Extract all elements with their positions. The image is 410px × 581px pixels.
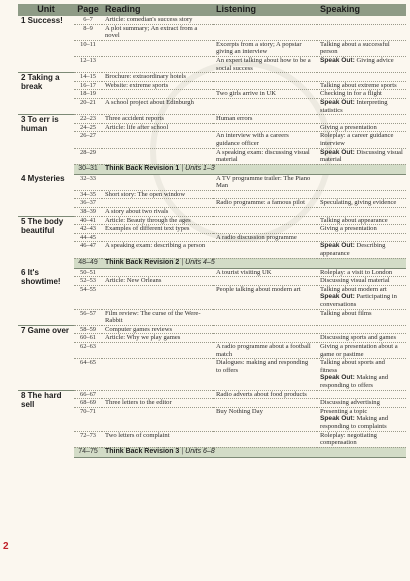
speak-out-label: Speak Out: — [320, 56, 355, 64]
speaking-cell — [317, 90, 406, 99]
speaking-cell — [317, 431, 406, 447]
page-range: 50–51 — [74, 268, 102, 277]
speaking-cell — [317, 81, 406, 90]
page-range: 72–73 — [74, 431, 102, 447]
revision-title: Think Back Revision 3 — [105, 447, 180, 455]
speaking-cell — [317, 199, 406, 208]
page-range: 8–9 — [74, 24, 102, 40]
page-range: 18–19 — [74, 90, 102, 99]
page-range: 70–71 — [74, 407, 102, 431]
table-row — [18, 399, 406, 408]
contents-table — [18, 4, 406, 458]
table-row — [18, 431, 406, 447]
reading-cell — [102, 148, 213, 164]
page-number: 2 — [3, 541, 9, 552]
page-range: 42–43 — [74, 225, 102, 234]
speaking-text: Checking in for a flight — [320, 90, 382, 98]
unit-title: 3 To err is human — [21, 115, 59, 134]
speaking-cell — [317, 123, 406, 132]
table-row — [18, 359, 406, 390]
listening-cell — [213, 225, 317, 234]
speaking-cell — [317, 190, 406, 199]
speaking-cell — [317, 16, 406, 24]
reading-cell: Article: comedian's success story — [102, 16, 213, 24]
table-row — [18, 56, 406, 72]
speaking-cell — [317, 325, 406, 334]
listening-cell: A speaking exam: discussing visual material — [213, 148, 317, 164]
reading-cell: Website: extreme sports — [102, 81, 213, 90]
speaking-cell — [317, 277, 406, 286]
header-page: Page — [74, 4, 102, 16]
header-reading: Reading — [102, 4, 213, 16]
speaking-text: Discussing advertising — [320, 399, 380, 407]
speaking-text: Roleplay: negotiating compensation — [320, 431, 377, 447]
page-range: 46–47 — [74, 242, 102, 258]
reading-cell: A speaking exam: describing a person — [102, 242, 213, 258]
reading-cell: Film review: The curse of the Were-Rabbit — [102, 309, 213, 325]
revision-cell — [102, 447, 406, 457]
unit-title: 1 Success! — [18, 16, 74, 73]
table-row — [18, 407, 406, 431]
page-range: 40–41 — [74, 216, 102, 225]
unit-title: 6 It's showtime! — [18, 268, 74, 325]
table-row — [18, 277, 406, 286]
page-range: 58–59 — [74, 325, 102, 334]
listening-cell: Radio programme: a famous pilot — [213, 199, 317, 208]
listening-cell: A radio discussion programme — [213, 233, 317, 242]
speaking-extra-text: Making and responding to complaints — [320, 415, 389, 430]
speaking-text: Giving a presentation about a game or pastime — [320, 342, 398, 358]
table-row — [18, 285, 406, 309]
reading-cell: Examples of different text types — [102, 225, 213, 234]
reading-cell — [102, 285, 213, 309]
page-range: 56–57 — [74, 309, 102, 325]
speaking-cell — [317, 342, 406, 358]
speaking-cell — [317, 225, 406, 234]
listening-cell: People talking about modern art — [213, 285, 317, 309]
revision-title: Think Back Revision 1 — [105, 164, 180, 172]
table-row — [18, 115, 406, 124]
table-row — [18, 390, 406, 399]
speaking-text: Discussing visual material — [320, 277, 390, 285]
page-range: 14–15 — [74, 73, 102, 82]
listening-cell — [213, 216, 317, 225]
speaking-cell — [317, 309, 406, 325]
table-row — [18, 98, 406, 114]
listening-cell: Two girls arrive in UK — [213, 90, 317, 99]
unit-title: 4 Mysteries — [18, 174, 74, 216]
table-row — [18, 309, 406, 325]
listening-cell: A radio programme about a football match — [213, 342, 317, 358]
reading-cell — [102, 359, 213, 390]
listening-cell: An interview with a careers guidance officer — [213, 132, 317, 148]
page-range: 22–23 — [74, 115, 102, 124]
speaking-text: Talking about extreme sports — [320, 81, 397, 89]
revision-units: Units 6–8 — [185, 447, 215, 455]
reading-cell: Three letters to the editor — [102, 399, 213, 408]
page-range: 20–21 — [74, 98, 102, 114]
revision-separator: | — [181, 447, 184, 455]
speaking-text: Roleplay: a career guidance interview — [320, 132, 394, 147]
speaking-text: Interpreting statistics — [320, 98, 388, 114]
unit-title: 7 Game over — [18, 325, 74, 390]
listening-cell — [213, 190, 317, 199]
revision-cell — [102, 164, 406, 174]
table-row — [18, 334, 406, 343]
unit-title: 2 Taking a break — [18, 73, 74, 115]
speaking-cell — [317, 233, 406, 242]
speaking-cell — [317, 132, 406, 148]
reading-cell — [102, 390, 213, 399]
listening-cell — [213, 334, 317, 343]
revision-page-range: 48–49 — [74, 258, 102, 268]
speaking-text: Giving a presentation — [320, 225, 377, 233]
reading-cell: Article: New Orleans — [102, 277, 213, 286]
revision-row — [18, 164, 406, 174]
page-range: 60–61 — [74, 334, 102, 343]
unit-title: 5 The body beautiful — [21, 216, 64, 235]
speaking-text: Talking about films — [320, 309, 372, 317]
listening-cell — [213, 242, 317, 258]
revision-separator: | — [181, 164, 184, 172]
reading-cell — [102, 342, 213, 358]
table-row — [18, 132, 406, 148]
speaking-cell — [317, 359, 406, 390]
speaking-cell — [317, 242, 406, 258]
speaking-text: Talking about appearance — [320, 216, 388, 224]
listening-cell — [213, 208, 317, 217]
table-row — [18, 233, 406, 242]
page-range: 6–7 — [74, 16, 102, 24]
speaking-cell — [317, 399, 406, 408]
revision-title: Think Back Revision 2 — [105, 258, 180, 266]
page-range: 54–55 — [74, 285, 102, 309]
listening-cell — [213, 24, 317, 40]
speaking-cell — [317, 216, 406, 225]
speaking-cell — [317, 334, 406, 343]
table-row — [18, 225, 406, 234]
page-range: 66–67 — [74, 390, 102, 399]
reading-cell: Article: Beauty through the ages — [102, 216, 213, 225]
table-row — [18, 190, 406, 199]
table-row — [18, 24, 406, 40]
reading-cell — [102, 233, 213, 242]
speak-out-label: Speak Out: — [320, 293, 355, 301]
speaking-text: Discussing visual material — [320, 148, 403, 164]
speak-out-label: Speak Out: — [320, 98, 355, 106]
page-range: 62–63 — [74, 342, 102, 358]
page-range: 38–39 — [74, 208, 102, 217]
speaking-cell — [317, 148, 406, 164]
reading-cell: Article: Why we play games — [102, 334, 213, 343]
speaking-cell — [317, 208, 406, 217]
listening-cell — [213, 123, 317, 132]
unit-title: 8 The hard sell — [21, 390, 62, 409]
listening-cell: An expert talking about how to be a social success — [213, 56, 317, 72]
speaking-cell — [317, 40, 406, 56]
speaking-cell — [317, 115, 406, 124]
speak-out-label: Speak Out: — [320, 148, 355, 156]
page-range: 28–29 — [74, 148, 102, 164]
listening-cell: Dialogues: making and responding to offers — [213, 359, 317, 390]
revision-page-range: 74–75 — [74, 447, 102, 457]
speaking-cell — [317, 73, 406, 82]
header-unit: Unit — [18, 4, 74, 16]
table-row — [18, 90, 406, 99]
reading-cell — [102, 268, 213, 277]
reading-cell — [102, 132, 213, 148]
reading-cell — [102, 40, 213, 56]
listening-cell — [213, 277, 317, 286]
listening-cell: A TV programme trailer: The Piano Man — [213, 174, 317, 190]
speaking-cell — [317, 174, 406, 190]
speak-out-label: Speak Out: — [320, 374, 355, 382]
header-speaking: Speaking — [317, 4, 406, 16]
speaking-text: Talking about sports and fitness — [320, 359, 385, 374]
reading-cell: Computer games reviews — [102, 325, 213, 334]
speaking-text: Roleplay: a visit to London — [320, 268, 393, 276]
reading-cell: A school project about Edinburgh — [102, 98, 213, 114]
listening-cell — [213, 325, 317, 334]
table-row — [18, 16, 406, 24]
page-range: 26–27 — [74, 132, 102, 148]
page-range: 34–35 — [74, 190, 102, 199]
reading-cell — [102, 199, 213, 208]
contents-table-page — [18, 4, 406, 578]
table-row — [18, 148, 406, 164]
revision-units: Units 4–5 — [185, 258, 215, 266]
speaking-text: Talking about a successful person — [320, 40, 390, 56]
reading-cell: Article: life after school — [102, 123, 213, 132]
speaking-cell — [317, 24, 406, 40]
speaking-text: Giving a presentation — [320, 123, 377, 131]
page-range: 10–11 — [74, 40, 102, 56]
listening-cell — [213, 81, 317, 90]
listening-cell — [213, 16, 317, 24]
page-range: 64–65 — [74, 359, 102, 390]
page-range: 32–33 — [74, 174, 102, 190]
table-row — [18, 342, 406, 358]
table-row — [18, 199, 406, 208]
page-range: 16–17 — [74, 81, 102, 90]
listening-cell: A tourist visiting UK — [213, 268, 317, 277]
revision-cell — [102, 258, 406, 268]
page-range: 12–13 — [74, 56, 102, 72]
table-row — [18, 40, 406, 56]
speaking-cell — [317, 98, 406, 114]
listening-cell — [213, 431, 317, 447]
reading-cell: Short story: The open window — [102, 190, 213, 199]
revision-page-range: 30–31 — [74, 164, 102, 174]
revision-row — [18, 447, 406, 457]
page-range: 44–45 — [74, 233, 102, 242]
speaking-cell — [317, 268, 406, 277]
listening-cell: Excerpts from a story; A popstar giving an interview — [213, 40, 317, 56]
page-range: 36–37 — [74, 199, 102, 208]
reading-cell: Two letters of complaint — [102, 431, 213, 447]
header-listening: Listening — [213, 4, 317, 16]
reading-cell — [102, 174, 213, 190]
table-row — [18, 73, 406, 82]
table-row — [18, 216, 406, 225]
revision-units: Units 1–3 — [185, 164, 215, 172]
page-range: 52–53 — [74, 277, 102, 286]
revision-separator: | — [181, 258, 184, 266]
reading-cell: Three accident reports — [102, 115, 213, 124]
speaking-cell — [317, 56, 406, 72]
page-range: 24–25 — [74, 123, 102, 132]
speaking-text: Speculating, giving evidence — [320, 199, 397, 207]
listening-cell — [213, 309, 317, 325]
speaking-text: Talking about modern art — [320, 285, 387, 293]
speaking-extra-text: Making and responding to offers — [320, 374, 389, 389]
listening-cell — [213, 399, 317, 408]
reading-cell — [102, 90, 213, 99]
table-row — [18, 242, 406, 258]
speaking-text: Giving advice — [356, 56, 394, 64]
listening-cell: Radio adverts about food products — [213, 390, 317, 399]
table-row — [18, 325, 406, 334]
speaking-cell — [317, 285, 406, 309]
table-row — [18, 268, 406, 277]
reading-cell: Brochure: extraordinary hotels — [102, 73, 213, 82]
listening-cell — [213, 73, 317, 82]
revision-row — [18, 258, 406, 268]
header-row — [18, 4, 406, 16]
speaking-text: Describing appearance — [320, 242, 386, 258]
speaking-text: Presenting a topic — [320, 407, 368, 415]
listening-cell: Human errors — [213, 115, 317, 124]
speaking-extra-text: Participating in conversations — [320, 293, 397, 308]
reading-cell — [102, 56, 213, 72]
listening-cell — [213, 98, 317, 114]
reading-cell — [102, 407, 213, 431]
table-row — [18, 174, 406, 190]
reading-cell: A story about two rivals — [102, 208, 213, 217]
speak-out-label: Speak Out: — [320, 415, 355, 423]
reading-cell: A plot summary; An extract from a novel — [102, 24, 213, 40]
speaking-text: Discussing sports and games — [320, 334, 397, 342]
speak-out-label: Speak Out: — [320, 242, 355, 250]
speaking-cell — [317, 407, 406, 431]
table-row — [18, 208, 406, 217]
listening-cell: Buy Nothing Day — [213, 407, 317, 431]
speaking-cell — [317, 390, 406, 399]
table-row — [18, 123, 406, 132]
page-range: 68–69 — [74, 399, 102, 408]
table-row — [18, 81, 406, 90]
